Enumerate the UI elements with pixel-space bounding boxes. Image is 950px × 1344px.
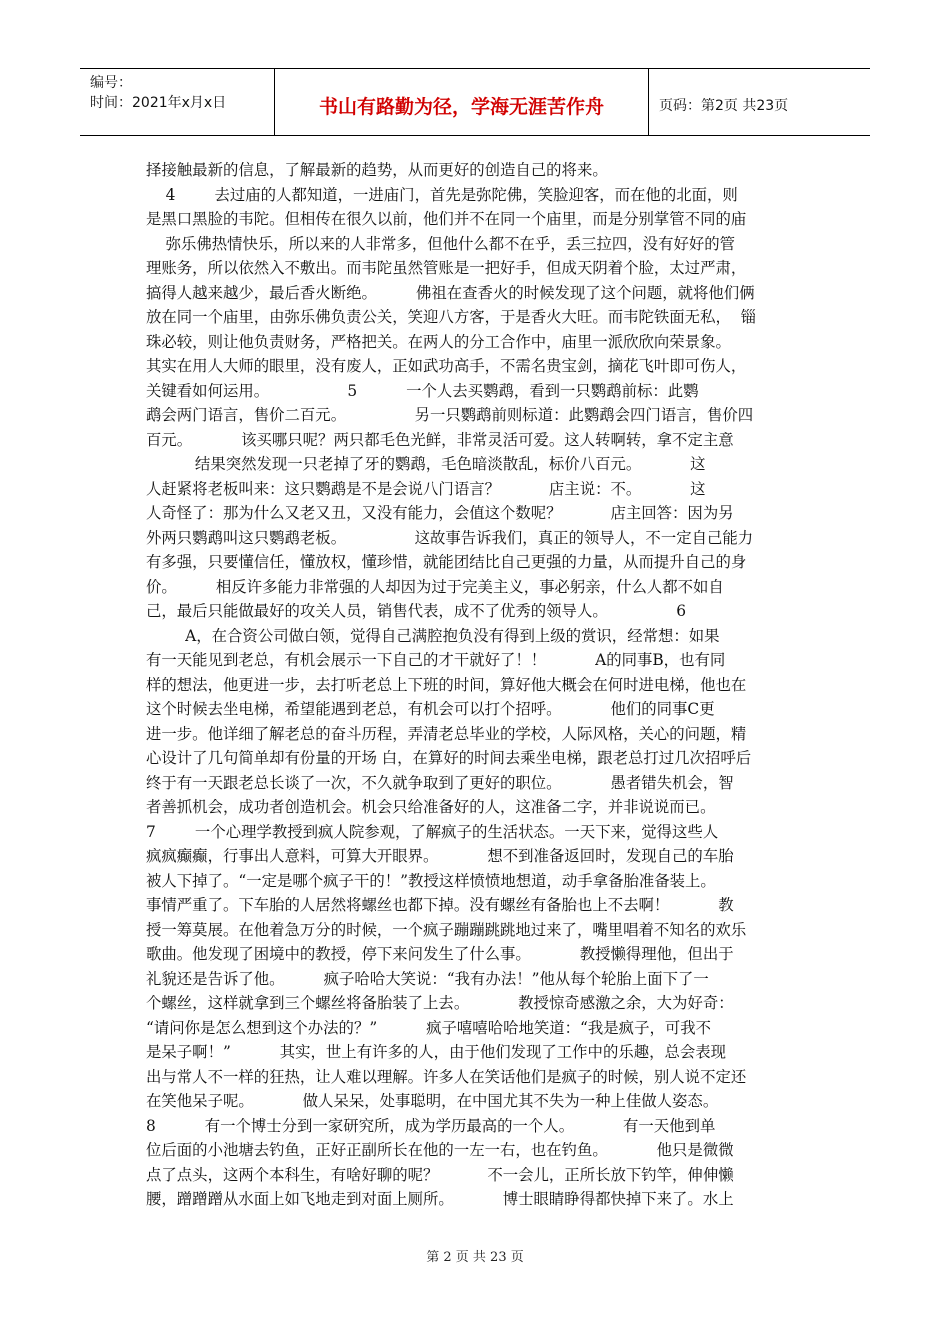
body-line: A，在合资公司做白领，觉得自己满腔抱负没有得到上级的赏识，经常想：如果 [146,626,720,645]
body-line: 终于有一天跟老总长谈了一次，不久就争取到了更好的职位。 愚者错失机会，智 [146,773,734,792]
body-line: 7 一个心理学教授到疯人院参观，了解疯子的生活状态。一天下来，觉得这些人 [146,822,719,841]
body-line: 者善抓机会，成功者创造机会。机会只给准备好的人，这准备二字，并非说说而已。 [146,798,716,816]
body-line: “请问你是怎么想到这个办法的？” 疯子嘻嘻哈哈地笑道：“我是疯子，可我不 [146,1018,712,1037]
body-line: 人奇怪了：那为什么又老又丑，又没有能力，会值这个数呢？ 店主回答：因为另 [146,504,734,522]
body-line: 是呆子啊！” 其实，世上有许多的人，由于他们发现了工作中的乐趣，总会表现 [146,1043,727,1061]
body-line: 进一步。他详细了解老总的奋斗历程，弄清老总毕业的学校，人际风格，关心的问题，精 [146,724,747,743]
motto-text: 书山有路勤为径，学海无涯苦作舟 [318,95,604,118]
body-line: 其实在用人大师的眼里，没有废人，正如武功高手，不需名贵宝剑，摘花飞叶即可伤人， [146,357,747,375]
body-line: 心设计了几句简单却有份量的开场 白，在算好的时间去乘坐电梯，跟老总打过几次招呼后 [146,749,752,767]
body-line: 外两只鹦鹉叫这只鹦鹉老板。 这故事告诉我们，真正的领导人，不一定自己能力 [146,528,754,547]
body-line: 己，最后只能做最好的攻关人员，销售代表，成不了优秀的领导人。 6 [146,602,687,620]
header-motto-cell [275,69,649,135]
body-line: 授一筹莫展。在他着急万分的时候，一个疯子蹦蹦跳跳地过来了，嘴里唱着不知名的欢乐 [146,920,747,939]
body-line: 位后面的小池塘去钓鱼，正好正副所长在他的一左一右，也在钓鱼。 他只是微微 [146,1141,734,1159]
header-page-cell [649,69,870,135]
body-line: 有多强，只要懂信任，懂放权，懂珍惜，就能团结比自己更强的力量，从而提升自己的身 [146,553,747,571]
body-line: 腰，蹭蹭蹭从水面上如飞地走到对面上厕所。 博士眼睛睁得都快掉下来了。水上 [146,1190,734,1208]
body-line: 珠必较，则让他负责财务，严格把关。在两人的分工合作中，庙里一派欣欣向荣景象。 [146,332,731,351]
header-meta-cell [80,69,275,135]
body-line: 歌曲。他发现了困境中的教授，停下来问发生了什么事。 教授懒得理他，但出于 [146,945,734,963]
body-line: 点了点头，这两个本科生，有啥好聊的呢？ 不一会儿，正所长放下钓竿，伸伸懒 [146,1165,734,1184]
page-footer [0,1246,950,1265]
body-line: 理账务，所以依然入不敷出。而韦陀虽然管账是一把好手，但成天阴着个脸，太过严肃， [146,259,747,277]
body-line: 有一天能见到老总，有机会展示一下自己的才干就好了！！ A的同事B，也有同 [146,651,726,669]
body-line: 放在同一个庙里，由弥乐佛负责公关，笑迎八方客，于是香火大旺。而韦陀铁面无私， 锱 [146,308,757,326]
footer-page-number: 第 2 页 共 23 页 [426,1250,524,1265]
body-line: 搞得人越来越少，最后香火断绝。 佛祖在查香火的时候发现了这个问题，就将他们俩 [146,283,755,302]
body-line: 弥乐佛热情快乐，所以来的人非常多，但他什么都不在乎，丢三拉四，没有好好的管 [146,234,736,253]
body-line: 价。 相反许多能力非常强的人却因为过于完美主义，事必躬亲，什么人都不如自 [146,577,724,596]
body-line: 关键看如何运用。 5 一个人去买鹦鹉，看到一只鹦鹉前标：此鹦 [146,381,699,400]
body-line: 结果突然发现一只老掉了牙的鹦鹉，毛色暗淡散乱，标价八百元。 这 [146,455,706,473]
body-line: 疯疯癫癫，行事出人意料，可算大开眼界。 想不到准备返回时，发现自己的车胎 [146,847,734,865]
body-line: 鹉会两门语言，售价二百元。 另一只鹦鹉前则标道：此鹦鹉会四门语言，售价四 [146,406,754,424]
body-line: 被人下掉了。“一定是哪个疯子干的！”教授这样愤愤地想道，动手拿备胎准备装上。 [146,871,716,890]
body-line: 事情严重了。下车胎的人居然将螺丝也都下掉。没有螺丝有备胎也上不去啊！ 教 [146,896,734,914]
page-info: 页码：第2页 共23页 [659,98,789,114]
time-label: 时间：2021年x月x日 [90,95,227,111]
body-line: 百元。 该买哪只呢？两只都毛色光鲜，非常灵活可爱。这人转啊转，拿不定主意 [146,430,734,449]
body-line: 礼貌还是告诉了他。 疯子哈哈大笑说：“我有办法！”他从每个轮胎上面下了一 [146,969,709,988]
body-line: 人赶紧将老板叫来：这只鹦鹉是不是会说八门语言？ 店主说：不。 这 [146,479,706,498]
body-line: 样的想法，他更进一步，去打听老总上下班的时间，算好他大概会在何时进电梯，他也在 [146,675,747,694]
body-line: 4 去过庙的人都知道，一进庙门，首先是弥陀佛，笑脸迎客，而在他的北面，则 [146,185,738,204]
body-line: 8 有一个博士分到一家研究所，成为学历最高的一个人。 有一天他到单 [146,1116,716,1135]
page-header [80,68,870,136]
body-line: 这个时候去坐电梯，希望能遇到老总，有机会可以打个招呼。 他们的同事C更 [146,700,715,718]
body-line: 出与常人不一样的狂热，让人难以理解。许多人在笑话他们是疯子的时候，别人说不定还 [146,1067,747,1086]
body-line: 个螺丝，这样就拿到三个螺丝将备胎装了上去。 教授惊奇感激之余，大为好奇： [146,994,734,1012]
body-line: 择接触最新的信息，了解最新的趋势，从而更好的创造自己的将来。 [146,161,608,179]
body-line: 在笑他呆子呢。 做人呆呆，处事聪明，在中国尤其不失为一种上佳做人姿态。 [146,1092,719,1110]
document-body [146,158,812,1212]
code-label: 编号： [90,75,132,91]
body-line: 是黑口黑脸的韦陀。但相传在很久以前，他们并不在同一个庙里，而是分别掌管不同的庙 [146,210,747,228]
